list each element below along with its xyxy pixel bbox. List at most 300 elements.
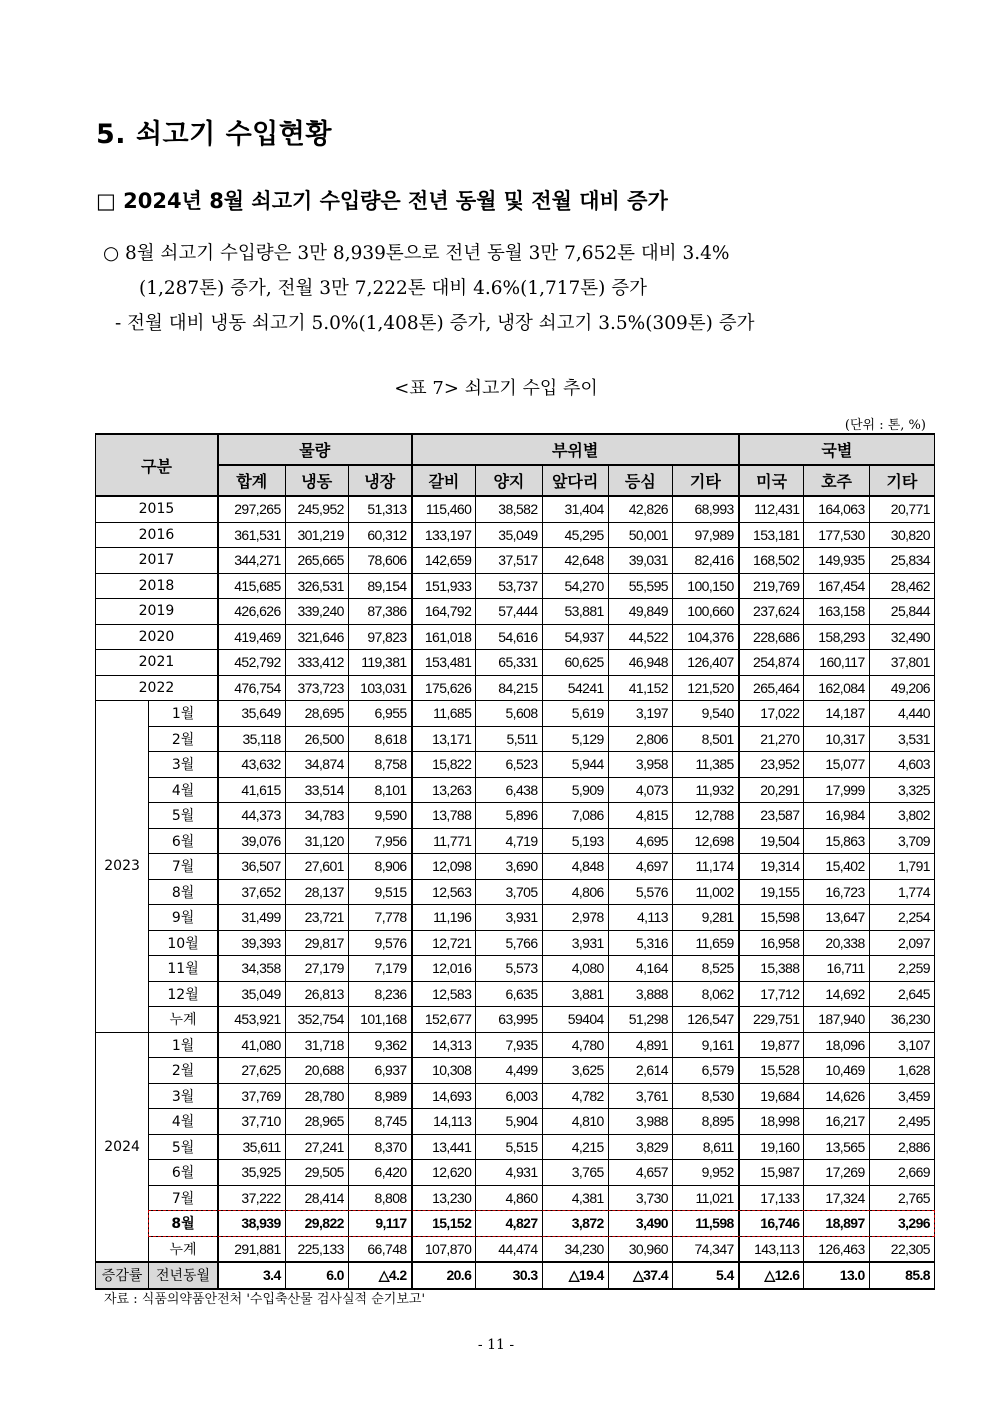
table-cell: 22,305	[869, 1236, 934, 1262]
table-cell: 14,693	[412, 1083, 476, 1109]
table-cell: 119,381	[348, 650, 411, 676]
table-cell: 126,407	[672, 650, 738, 676]
month-label: 8월	[149, 1211, 218, 1237]
table-cell: 8,501	[672, 726, 738, 752]
table-cell: 4,860	[476, 1185, 542, 1211]
month-label: 9월	[149, 905, 218, 931]
table-cell: 3,705	[476, 879, 542, 905]
table-cell: 20,338	[804, 930, 869, 956]
col-header: 미국	[739, 465, 804, 496]
table-cell: 53,881	[542, 599, 608, 625]
section-title: 5. 쇠고기 수입현황	[96, 119, 332, 150]
month-label: 11월	[149, 956, 218, 982]
table-cell: 54,937	[542, 624, 608, 650]
header-volume: 물량	[218, 434, 412, 465]
month-label: 1월	[149, 1032, 218, 1058]
table-cell: 27,241	[285, 1134, 348, 1160]
table-cell: 121,520	[672, 675, 738, 701]
table-cell: 2,495	[869, 1109, 934, 1135]
table-cell: 89,154	[348, 573, 411, 599]
col-header: 양지	[476, 465, 542, 496]
table-cell: 160,117	[804, 650, 869, 676]
table-cell: 35,049	[218, 981, 285, 1007]
table-cell: 9,576	[348, 930, 411, 956]
table-row	[96, 1236, 935, 1262]
table-cell: 11,685	[412, 701, 476, 727]
month-label: 누계	[149, 1236, 218, 1262]
table-row	[96, 650, 935, 676]
table-cell: 27,179	[285, 956, 348, 982]
table-cell: 5,511	[476, 726, 542, 752]
table-cell: 4,931	[476, 1160, 542, 1186]
table-cell: 49,849	[608, 599, 672, 625]
table-cell: 37,517	[476, 548, 542, 574]
table-cell: 339,240	[285, 599, 348, 625]
table-cell: 11,771	[412, 828, 476, 854]
table-cell: 4,215	[542, 1134, 608, 1160]
table-row	[96, 777, 935, 803]
table-cell: 4,499	[476, 1058, 542, 1084]
row-label: 2018	[96, 573, 218, 599]
year-group-label: 2023	[96, 701, 149, 1033]
table-cell: 12,698	[672, 828, 738, 854]
table-cell: 32,490	[869, 624, 934, 650]
table-cell: 352,754	[285, 1007, 348, 1033]
table-cell: 4,782	[542, 1083, 608, 1109]
table-cell: 265,665	[285, 548, 348, 574]
table-cell: 44,474	[476, 1236, 542, 1262]
table-cell: 63,995	[476, 1007, 542, 1033]
table-cell: 15,598	[739, 905, 804, 931]
table-cell: 3,296	[869, 1211, 934, 1237]
table-cell: 187,940	[804, 1007, 869, 1033]
table-cell: 28,137	[285, 879, 348, 905]
table-cell: 39,393	[218, 930, 285, 956]
table-cell: 17,269	[804, 1160, 869, 1186]
table-cell: 4,073	[608, 777, 672, 803]
month-label: 누계	[149, 1007, 218, 1033]
table-row	[96, 803, 935, 829]
table-cell: 19,684	[739, 1083, 804, 1109]
table-cell: 6,438	[476, 777, 542, 803]
table-cell: 6,420	[348, 1160, 411, 1186]
table-cell: 41,080	[218, 1032, 285, 1058]
table-cell: 4,815	[608, 803, 672, 829]
table-cell: 126,547	[672, 1007, 738, 1033]
month-label: 8월	[149, 879, 218, 905]
table-row	[96, 624, 935, 650]
bullet-line-2: (1,287톤) 증가, 전월 3만 7,222톤 대비 4.6%(1,717톤) 증가	[139, 278, 648, 299]
table-cell: 84,215	[476, 675, 542, 701]
table-cell: 29,505	[285, 1160, 348, 1186]
table-cell: 46,948	[608, 650, 672, 676]
table-cell: 107,870	[412, 1236, 476, 1262]
table-cell: 12,563	[412, 879, 476, 905]
table-cell: 18,998	[739, 1109, 804, 1135]
table-cell: 8,370	[348, 1134, 411, 1160]
table-cell: 16,984	[804, 803, 869, 829]
table-cell: 14,626	[804, 1083, 869, 1109]
table-cell: 3,829	[608, 1134, 672, 1160]
table-cell: 37,222	[218, 1185, 285, 1211]
table-cell: 7,956	[348, 828, 411, 854]
table-cell: 158,293	[804, 624, 869, 650]
table-cell: 7,935	[476, 1032, 542, 1058]
table-cell: 17,712	[739, 981, 804, 1007]
table-cell: 8,525	[672, 956, 738, 982]
table-cell: 16,711	[804, 956, 869, 982]
table-cell: 28,965	[285, 1109, 348, 1135]
table-cell: 38,582	[476, 496, 542, 522]
table-cell: 326,531	[285, 573, 348, 599]
table-row	[96, 854, 935, 880]
table-cell: 12,620	[412, 1160, 476, 1186]
unit-note: (단위 : 톤, %)	[844, 418, 926, 433]
table-row	[96, 1083, 935, 1109]
month-label: 7월	[149, 1185, 218, 1211]
rate-basis-label: 전년동월	[149, 1262, 218, 1289]
table-cell: 14,313	[412, 1032, 476, 1058]
month-label: 2월	[149, 726, 218, 752]
table-cell: 228,686	[739, 624, 804, 650]
table-cell: 164,063	[804, 496, 869, 522]
table-cell: 5,896	[476, 803, 542, 829]
table-cell: 87,386	[348, 599, 411, 625]
table-cell: 4,810	[542, 1109, 608, 1135]
table-cell: △37.4	[608, 1262, 672, 1289]
table-cell: 19,877	[739, 1032, 804, 1058]
table-cell: 3,931	[476, 905, 542, 931]
table-cell: 2,097	[869, 930, 934, 956]
col-header: 호주	[804, 465, 869, 496]
table-cell: 419,469	[218, 624, 285, 650]
table-cell: 4,695	[608, 828, 672, 854]
table-cell: 13,441	[412, 1134, 476, 1160]
table-cell: 177,530	[804, 522, 869, 548]
table-cell: 103,031	[348, 675, 411, 701]
table-cell: 8,530	[672, 1083, 738, 1109]
table-cell: 361,531	[218, 522, 285, 548]
table-cell: 8,101	[348, 777, 411, 803]
table-cell: 3,107	[869, 1032, 934, 1058]
table-cell: 12,788	[672, 803, 738, 829]
table-cell: 333,412	[285, 650, 348, 676]
table-cell: 2,254	[869, 905, 934, 931]
table-cell: 13,263	[412, 777, 476, 803]
table-cell: 14,113	[412, 1109, 476, 1135]
table-cell: 3,625	[542, 1058, 608, 1084]
table-cell: 57,444	[476, 599, 542, 625]
table-cell: 9,590	[348, 803, 411, 829]
table-cell: 344,271	[218, 548, 285, 574]
table-cell: 17,999	[804, 777, 869, 803]
table-cell: 78,606	[348, 548, 411, 574]
col-header: 냉동	[285, 465, 348, 496]
table-cell: 14,187	[804, 701, 869, 727]
row-label: 2016	[96, 522, 218, 548]
table-cell: 35,925	[218, 1160, 285, 1186]
table-cell: 476,754	[218, 675, 285, 701]
table-cell: 45,295	[542, 522, 608, 548]
table-cell: 5,608	[476, 701, 542, 727]
table-cell: 3,709	[869, 828, 934, 854]
table-cell: 31,120	[285, 828, 348, 854]
table-cell: 6,003	[476, 1083, 542, 1109]
table-cell: 3,690	[476, 854, 542, 880]
table-cell: 36,507	[218, 854, 285, 880]
table-cell: 2,645	[869, 981, 934, 1007]
table-cell: 54,616	[476, 624, 542, 650]
table-cell: 8,895	[672, 1109, 738, 1135]
table-cell: 10,317	[804, 726, 869, 752]
table-cell: 9,952	[672, 1160, 738, 1186]
header-cut: 부위별	[412, 434, 739, 465]
table-cell: 97,989	[672, 522, 738, 548]
table-cell: 237,624	[739, 599, 804, 625]
table-cell: 39,076	[218, 828, 285, 854]
table-cell: 5.4	[672, 1262, 738, 1289]
month-label: 12월	[149, 981, 218, 1007]
month-label: 6월	[149, 1160, 218, 1186]
table-cell: 43,632	[218, 752, 285, 778]
table-cell: 5,316	[608, 930, 672, 956]
table-cell: 153,481	[412, 650, 476, 676]
table-cell: 3,765	[542, 1160, 608, 1186]
table-cell: 35,049	[476, 522, 542, 548]
table-cell: 13,171	[412, 726, 476, 752]
table-cell: 11,174	[672, 854, 738, 880]
table-row	[96, 522, 935, 548]
table-cell: 9,515	[348, 879, 411, 905]
table-cell: 37,801	[869, 650, 934, 676]
table-cell: 37,710	[218, 1109, 285, 1135]
table-cell: 15,528	[739, 1058, 804, 1084]
month-label: 1월	[149, 701, 218, 727]
table-cell: 2,886	[869, 1134, 934, 1160]
table-cell: 219,769	[739, 573, 804, 599]
row-label: 2015	[96, 496, 218, 522]
table-cell: 9,281	[672, 905, 738, 931]
table-cell: 8,758	[348, 752, 411, 778]
table-cell: 3.4	[218, 1262, 285, 1289]
table-row	[96, 1185, 935, 1211]
subheader-row	[96, 465, 935, 496]
table-cell: 265,464	[739, 675, 804, 701]
table-cell: 5,944	[542, 752, 608, 778]
table-row	[96, 496, 935, 522]
table-cell: 3,459	[869, 1083, 934, 1109]
table-cell: 20,771	[869, 496, 934, 522]
table-cell: 8,236	[348, 981, 411, 1007]
table-cell: 41,615	[218, 777, 285, 803]
table-cell: 142,659	[412, 548, 476, 574]
table-cell: 133,197	[412, 522, 476, 548]
table-cell: 17,022	[739, 701, 804, 727]
table-cell: 51,313	[348, 496, 411, 522]
table-cell: 3,872	[542, 1211, 608, 1237]
table-cell: 151,933	[412, 573, 476, 599]
col-header: 기타	[869, 465, 934, 496]
table-cell: 60,625	[542, 650, 608, 676]
table-cell: 4,697	[608, 854, 672, 880]
table-cell: 4,657	[608, 1160, 672, 1186]
table-cell: 301,219	[285, 522, 348, 548]
table-cell: 50,001	[608, 522, 672, 548]
table-cell: 153,181	[739, 522, 804, 548]
table-cell: 31,499	[218, 905, 285, 931]
table-cell: 35,118	[218, 726, 285, 752]
table-cell: 6,937	[348, 1058, 411, 1084]
table-cell: 143,113	[739, 1236, 804, 1262]
table-cell: 16,746	[739, 1211, 804, 1237]
table-cell: 51,298	[608, 1007, 672, 1033]
table-cell: 44,522	[608, 624, 672, 650]
bullet-line-1: ○ 8월 쇠고기 수입량은 3만 8,939톤으로 전년 동월 3만 7,652톤 대비 3.4%	[103, 243, 730, 264]
table-cell: 21,270	[739, 726, 804, 752]
table-cell: 6,523	[476, 752, 542, 778]
table-cell: 20,688	[285, 1058, 348, 1084]
table-cell: 100,660	[672, 599, 738, 625]
table-cell: 35,611	[218, 1134, 285, 1160]
table-cell: 16,723	[804, 879, 869, 905]
table-cell: 11,932	[672, 777, 738, 803]
table-cell: 3,931	[542, 930, 608, 956]
table-cell: 1,628	[869, 1058, 934, 1084]
row-label: 2017	[96, 548, 218, 574]
table-cell: 2,765	[869, 1185, 934, 1211]
table-cell: 26,500	[285, 726, 348, 752]
table-cell: 5,573	[476, 956, 542, 982]
table-cell: 6,635	[476, 981, 542, 1007]
table-cell: 74,347	[672, 1236, 738, 1262]
table-cell: 20.6	[412, 1262, 476, 1289]
table-row	[96, 1211, 935, 1237]
table-cell: 4,719	[476, 828, 542, 854]
table-cell: 66,748	[348, 1236, 411, 1262]
table-cell: △19.4	[542, 1262, 608, 1289]
beef-import-table	[95, 433, 935, 1290]
table-cell: 15,863	[804, 828, 869, 854]
month-label: 6월	[149, 828, 218, 854]
table-cell: 39,031	[608, 548, 672, 574]
table-cell: 8,611	[672, 1134, 738, 1160]
rate-label: 증감률	[96, 1262, 149, 1289]
table-cell: 225,133	[285, 1236, 348, 1262]
table-cell: 6,955	[348, 701, 411, 727]
table-cell: 11,021	[672, 1185, 738, 1211]
table-cell: 15,987	[739, 1160, 804, 1186]
table-cell: 175,626	[412, 675, 476, 701]
table-cell: 60,312	[348, 522, 411, 548]
year-group-label: 2024	[96, 1032, 149, 1262]
table-cell: 168,502	[739, 548, 804, 574]
table-cell: 19,160	[739, 1134, 804, 1160]
table-cell: 4,113	[608, 905, 672, 931]
table-cell: 4,164	[608, 956, 672, 982]
table-cell: 4,891	[608, 1032, 672, 1058]
table-row	[96, 752, 935, 778]
table-cell: 6,579	[672, 1058, 738, 1084]
table-cell: 25,834	[869, 548, 934, 574]
col-header: 합계	[218, 465, 285, 496]
col-header: 등심	[608, 465, 672, 496]
table-cell: 163,158	[804, 599, 869, 625]
table-cell: 9,540	[672, 701, 738, 727]
table-cell: 8,745	[348, 1109, 411, 1135]
headline: □ 2024년 8월 쇠고기 수입량은 전년 동월 및 전월 대비 증가	[96, 189, 668, 213]
table-cell: 2,806	[608, 726, 672, 752]
table-row	[96, 1058, 935, 1084]
table-cell: 101,168	[348, 1007, 411, 1033]
table-row	[96, 726, 935, 752]
table-cell: 3,881	[542, 981, 608, 1007]
table-cell: 41,152	[608, 675, 672, 701]
table-row	[96, 1032, 935, 1058]
table-cell: 28,462	[869, 573, 934, 599]
table-cell: 26,813	[285, 981, 348, 1007]
table-cell: 100,150	[672, 573, 738, 599]
table-cell: 10,469	[804, 1058, 869, 1084]
table-row	[96, 981, 935, 1007]
table-cell: 167,454	[804, 573, 869, 599]
table-cell: 7,778	[348, 905, 411, 931]
table-cell: 2,614	[608, 1058, 672, 1084]
table-cell: 112,431	[739, 496, 804, 522]
table-cell: 97,823	[348, 624, 411, 650]
table-cell: 5,909	[542, 777, 608, 803]
table-cell: 12,098	[412, 854, 476, 880]
month-label: 10월	[149, 930, 218, 956]
month-label: 5월	[149, 1134, 218, 1160]
table-cell: 9,362	[348, 1032, 411, 1058]
header-country: 국별	[739, 434, 935, 465]
table-cell: 11,196	[412, 905, 476, 931]
table-cell: 38,939	[218, 1211, 285, 1237]
table-cell: 27,625	[218, 1058, 285, 1084]
table-cell: 104,376	[672, 624, 738, 650]
col-header: 기타	[672, 465, 738, 496]
table-cell: 4,780	[542, 1032, 608, 1058]
table-cell: 28,414	[285, 1185, 348, 1211]
table-cell: 126,463	[804, 1236, 869, 1262]
table-cell: 42,648	[542, 548, 608, 574]
table-cell: 3,730	[608, 1185, 672, 1211]
table-row	[96, 930, 935, 956]
table-cell: 16,217	[804, 1109, 869, 1135]
table-cell: 11,385	[672, 752, 738, 778]
table-cell: 23,721	[285, 905, 348, 931]
table-row	[96, 956, 935, 982]
table-body	[96, 496, 935, 1289]
table-cell: 8,062	[672, 981, 738, 1007]
table-cell: 11,002	[672, 879, 738, 905]
page-number: - 11 -	[477, 1337, 515, 1353]
table-cell: 5,129	[542, 726, 608, 752]
table-cell: 152,677	[412, 1007, 476, 1033]
table-cell: 30.3	[476, 1262, 542, 1289]
table-cell: 3,888	[608, 981, 672, 1007]
table-cell: 8,906	[348, 854, 411, 880]
col-header: 갈비	[412, 465, 476, 496]
table-row	[96, 905, 935, 931]
month-label: 4월	[149, 1109, 218, 1135]
row-label: 2021	[96, 650, 218, 676]
table-row	[96, 828, 935, 854]
table-cell: 35,649	[218, 701, 285, 727]
table-row	[96, 1007, 935, 1033]
bullet-line-3: - 전월 대비 냉동 쇠고기 5.0%(1,408톤) 증가, 냉장 쇠고기 3.5%(309톤) 증가	[115, 313, 755, 334]
table-cell: 30,960	[608, 1236, 672, 1262]
